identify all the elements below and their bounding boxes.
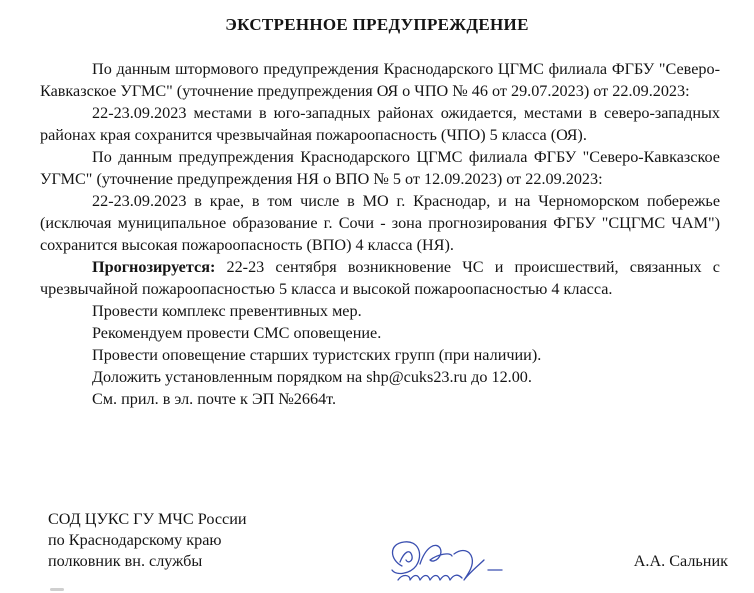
handwritten-signature xyxy=(380,534,520,590)
action-item: Рекомендуем провести СМС оповещение. xyxy=(92,324,382,342)
action-list xyxy=(40,300,720,410)
action-item: Доложить установленным порядком на shp@cuks23.ru до 12.00. xyxy=(92,368,532,386)
forecast-text: 22-23 сентября возникновение ЧС и происшествий, связанных с чрезвычайной пожароопасностью 5 класса и высокой пожароопасностью 4 класса. xyxy=(40,258,720,298)
signatory-line: СОД ЦУКС ГУ МЧС России xyxy=(48,510,247,528)
document-body xyxy=(40,58,720,410)
action-item: Провести комплекс превентивных мер. xyxy=(92,302,362,320)
document-title: ЭКСТРЕННОЕ ПРЕДУПРЕЖДЕНИЕ xyxy=(225,15,529,34)
paragraph-forecast xyxy=(40,256,720,300)
signatory-block xyxy=(48,509,247,572)
action-item: Провести оповещение старших туристских групп (при наличии). xyxy=(92,346,542,364)
forecast-label: Прогнозируется: xyxy=(92,258,216,276)
signatory-rank: полковник вн. службы xyxy=(48,552,203,570)
signatory-name: А.А. Сальник xyxy=(633,552,728,570)
paragraph-storm-warning: По данным штормового предупреждения Краснодарского ЦГМС филиала ФГБУ "Северо-Кавказское УГМС" (уточнение предупреждения ОЯ о ЧПО № 46 от 29.07.2023) от 22.09.2023: xyxy=(40,60,720,100)
signatory-line: по Краснодарскому краю xyxy=(48,531,222,549)
paragraph-warning-clarification: По данным предупреждения Краснодарского ЦГМС филиала ФГБУ "Северо-Кавказское УГМС" (уточнение предупреждения НЯ о ВПО № 5 от 12.09.2023) от 22.09.2023: xyxy=(40,148,720,188)
action-item: См. прил. в эл. почте к ЭП №2664т. xyxy=(92,390,337,408)
paragraph-extreme-fire-hazard: 22-23.09.2023 местами в юго-западных районах ожидается, местами в северо-западных районах края сохранится чрезвычайная пожароопасность (ЧПО) 5 класса (ОЯ). xyxy=(40,104,720,144)
paragraph-high-fire-hazard: 22-23.09.2023 в крае, в том числе в МО г. Краснодар, и на Черноморском побережье (исключая муниципальное образование г. Сочи - зона прогнозирования ФГБУ "СЦГМС ЧАМ") сохранится высокая пожароопасность (ВПО) 4 класса (НЯ). xyxy=(40,192,720,254)
scan-artifact xyxy=(50,588,64,591)
